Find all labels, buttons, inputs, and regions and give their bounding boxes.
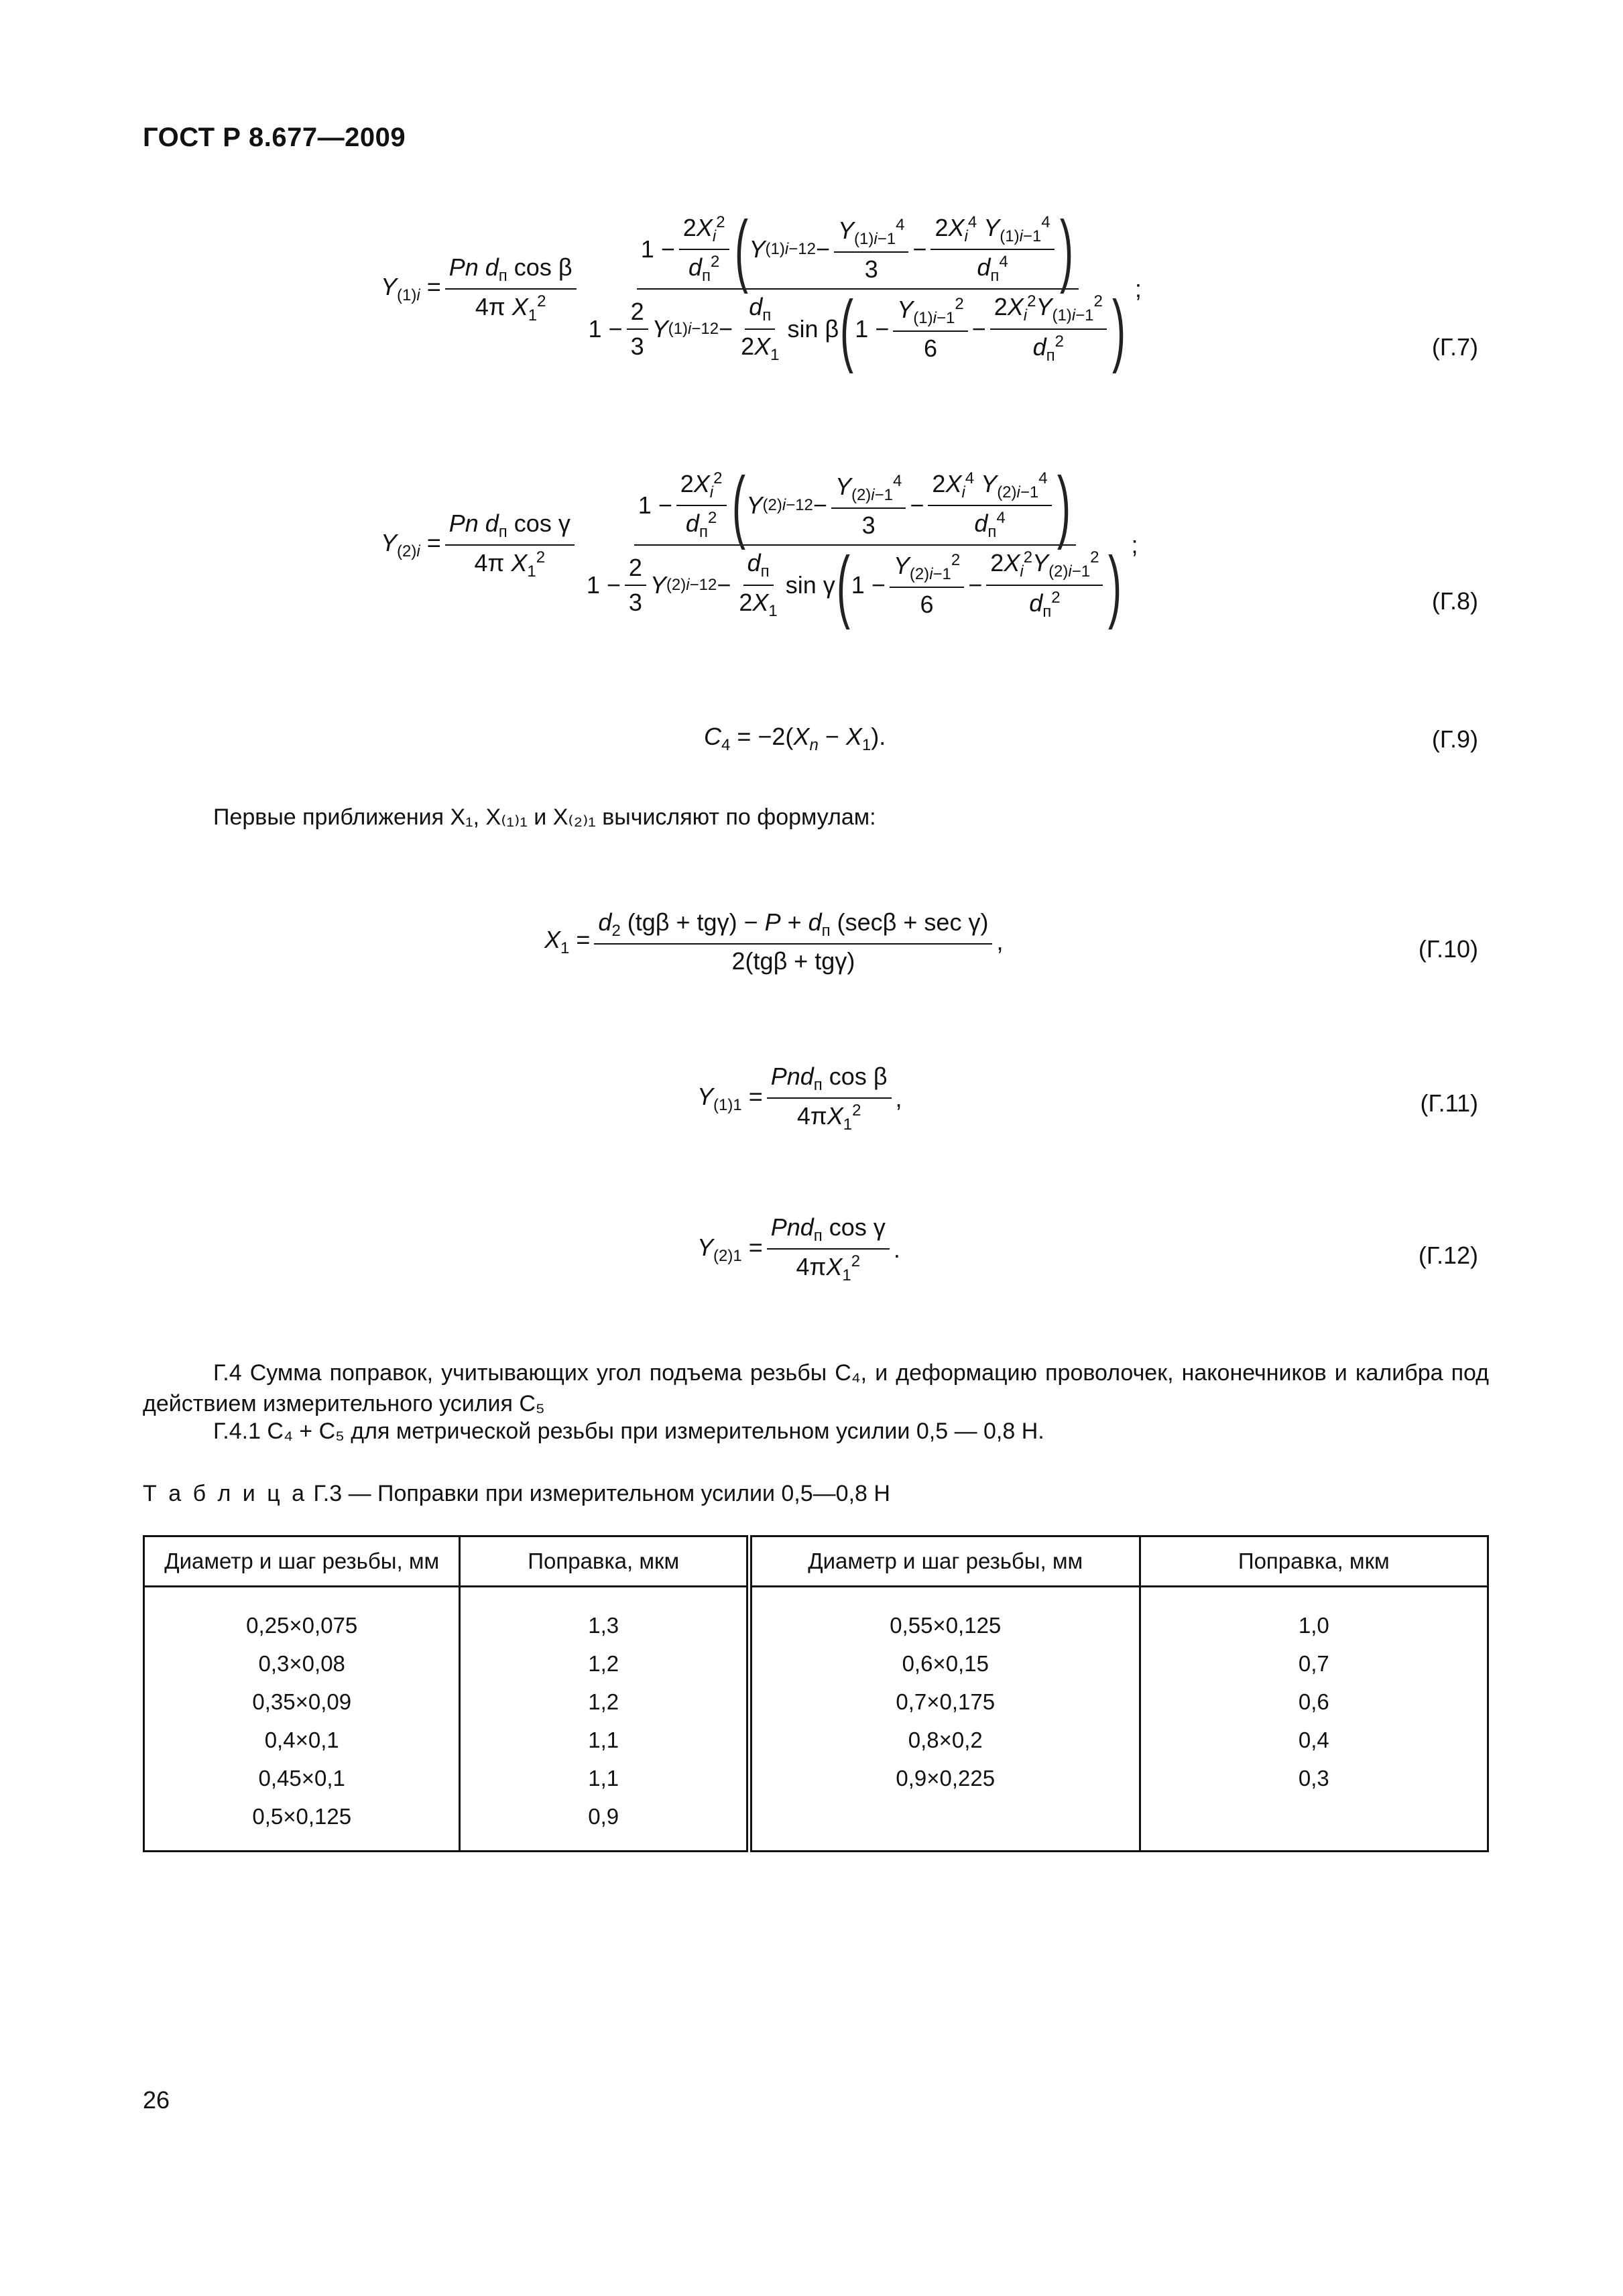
table-cell: 0,35×0,09 bbox=[252, 1689, 352, 1714]
table-body-row bbox=[144, 1587, 1488, 1852]
table-cell: 0,9×0,225 bbox=[896, 1766, 996, 1791]
column-diameter-right bbox=[749, 1587, 1140, 1852]
equation-g9: $C_4 = -2(X_n - X_1)$. bbox=[704, 723, 886, 755]
table-cell: 0,3 bbox=[1298, 1766, 1329, 1791]
eq8-main-fraction: 1 − $\frac{2X_i^2}{d_п^2}$ ( Y (2)i−1 2 − $\frac{Y_{(2)i-1}^4}{3}$ − $\frac{2X_i^4 Y_{(2)i-1}^4}{d_п^4}$ ) 1 − $\frac{2}{3}$ Y (2)i−1 2 − $\frac{d_п}{2X_1}$ sin γ ( 1 − $\frac{Y_{(2)i-1}^2}{6}$ − $\frac{2X_i^2Y_{(2)i-1}^2}{d_п^2}$ ) bbox=[586, 461, 1122, 630]
column-correction-left bbox=[460, 1587, 749, 1852]
table-cell: 0,9 bbox=[588, 1804, 619, 1829]
eq7-main-fraction: 1 − $\frac{2X_i^2}{d_п^2}$ ( Y (1)i−1 2 − $\frac{Y_{(1)i-1}^4}{3}$ − $\frac{2X_i^4 Y_{(1)i-1}^4}{d_п^4}$ ) 1 − $\frac{2}{3}$ Y (1)i−1 2 − $\frac{d_п}{2X_1}$ sin β ( 1 − $\frac{Y_{(1)i-1}^2}{6}$ − $\frac{2X_i^2Y_{(1)i-1}^2}{d_п^2}$ ) bbox=[588, 204, 1126, 374]
eq9-number: (Г.9) bbox=[1431, 725, 1478, 753]
table-cell: 0,3×0,08 bbox=[258, 1651, 345, 1676]
table-cell: 0,6×0,15 bbox=[902, 1651, 989, 1676]
table-cell: 0,5×0,125 bbox=[252, 1804, 352, 1829]
table-cell: 1,3 bbox=[588, 1613, 619, 1638]
equation-g7: $Y_{(1)i}$ = $\frac{Pn d_п \cos \beta}{4\pi X_1^2}$ 1 − $\frac{2X_i^2}{d_п^2}$ ( Y (1)i−1 2 − $\frac{Y_{(1)i-1}^4}{3}$ − $\frac{2X_i^4 Y_{(1)i-1}^4}{d_п^4}$ ) 1 − $\frac{2}{3}$ Y (1)i−1 2 − $\frac{d_п}{2X_1}$ sin β ( 1 − $\frac{Y_{(1)i-1}^2}{6}$ − $\frac{2X_i^2Y_{(1)i-1}^2}{d_п^2}$ ) ; bbox=[381, 204, 1142, 374]
eq7-number: (Г.7) bbox=[1431, 333, 1478, 361]
equation-g8: $Y_{(2)i}$ = $\frac{Pn d_п \cos \gamma}{4\pi X_1^2}$ 1 − $\frac{2X_i^2}{d_п^2}$ ( Y (2)i−1 2 − $\frac{Y_{(2)i-1}^4}{3}$ − $\frac{2X_i^4 Y_{(2)i-1}^4}{d_п^4}$ ) 1 − $\frac{2}{3}$ Y (2)i−1 2 − $\frac{d_п}{2X_1}$ sin γ ( 1 − $\frac{Y_{(2)i-1}^2}{6}$ − $\frac{2X_i^2Y_{(2)i-1}^2}{d_п^2}$ ) ; bbox=[381, 461, 1138, 630]
eq10-number: (Г.10) bbox=[1418, 935, 1478, 963]
table-cell: 0,4 bbox=[1298, 1728, 1329, 1752]
table-cell: 1,2 bbox=[588, 1689, 619, 1714]
table-cell: 0,25×0,075 bbox=[246, 1613, 358, 1638]
table-caption-prefix: Т а б л и ц а bbox=[143, 1481, 308, 1506]
table-cell: 0,7 bbox=[1298, 1651, 1329, 1676]
eq8-coef: $\frac{Pn d_п \cos \gamma}{4\pi X_1^2}$ bbox=[445, 509, 575, 581]
table-cell: 0,6 bbox=[1298, 1689, 1329, 1714]
eq7-coef: $\frac{Pn d_п \cos \beta}{4\pi X_1^2}$ bbox=[445, 253, 577, 325]
section-g4-text: Г.4 Сумма поправок, учитывающих угол подъема резьбы C₄, и деформацию проволочек, наконечников и калибра под действием измерительного усилия C₅ bbox=[143, 1360, 1489, 1416]
eq11-number: (Г.11) bbox=[1420, 1089, 1478, 1117]
equation-g11: $Y_{(1)1}$ = $\frac{Pnd_п \cos \beta}{4\pi X_1^2}$ , bbox=[697, 1063, 902, 1134]
eq8-lhs: $Y_{(2)i}$ = bbox=[381, 529, 441, 561]
table-cell: 1,1 bbox=[588, 1766, 619, 1791]
eq12-number: (Г.12) bbox=[1418, 1242, 1478, 1269]
table-cell: 1,1 bbox=[588, 1728, 619, 1752]
table-caption-title: Г.3 — Поправки при измерительном усилии 0,5—0,8 Н bbox=[313, 1481, 890, 1506]
section-g41-text: Г.4.1 C₄ + C₅ для метрической резьбы при измерительном усилии 0,5 — 0,8 Н. bbox=[213, 1418, 1044, 1444]
table-cell: 1,2 bbox=[588, 1651, 619, 1676]
header-diameter-right: Диаметр и шаг резьбы, мм bbox=[749, 1536, 1140, 1587]
table-cell: 0,45×0,1 bbox=[258, 1766, 345, 1791]
header-correction-right: Поправка, мкм bbox=[1140, 1536, 1488, 1587]
table-cell: 0,7×0,175 bbox=[896, 1689, 996, 1714]
document-id-header: ГОСТ Р 8.677—2009 bbox=[143, 123, 406, 152]
table-cell: 0,55×0,125 bbox=[890, 1613, 1002, 1638]
page-number: 26 bbox=[143, 2086, 170, 2114]
equation-g12: $Y_{(2)1}$ = $\frac{Pnd_п \cos \gamma}{4\pi X_1^2}$ . bbox=[697, 1213, 900, 1285]
table-cell: 0,4×0,1 bbox=[264, 1728, 339, 1752]
eq7-lhs: $Y_{(1)i}$ = bbox=[381, 273, 441, 305]
table-caption bbox=[143, 1478, 890, 1509]
table-header-row bbox=[144, 1536, 1488, 1587]
table-cell: 1,0 bbox=[1298, 1613, 1329, 1638]
column-correction-right bbox=[1140, 1587, 1488, 1852]
table-cell: 0,8×0,2 bbox=[908, 1728, 983, 1752]
header-diameter-left: Диаметр и шаг резьбы, мм bbox=[144, 1536, 460, 1587]
column-diameter-left bbox=[144, 1587, 460, 1852]
header-correction-left: Поправка, мкм bbox=[460, 1536, 749, 1587]
eq8-number: (Г.8) bbox=[1431, 587, 1478, 615]
first-approx-text: Первые приближения X₁, X₍₁₎₁ и X₍₂₎₁ вычисляют по формулам: bbox=[213, 804, 876, 830]
equation-g10: $X_1$ = $\frac{d_2 (tg\beta + tg\gamma) - P + d_п (\sec\beta + \sec \gamma)}{\text{2(tgβ + tgγ)}}$ , bbox=[544, 908, 1004, 975]
corrections-table bbox=[143, 1535, 1489, 1852]
